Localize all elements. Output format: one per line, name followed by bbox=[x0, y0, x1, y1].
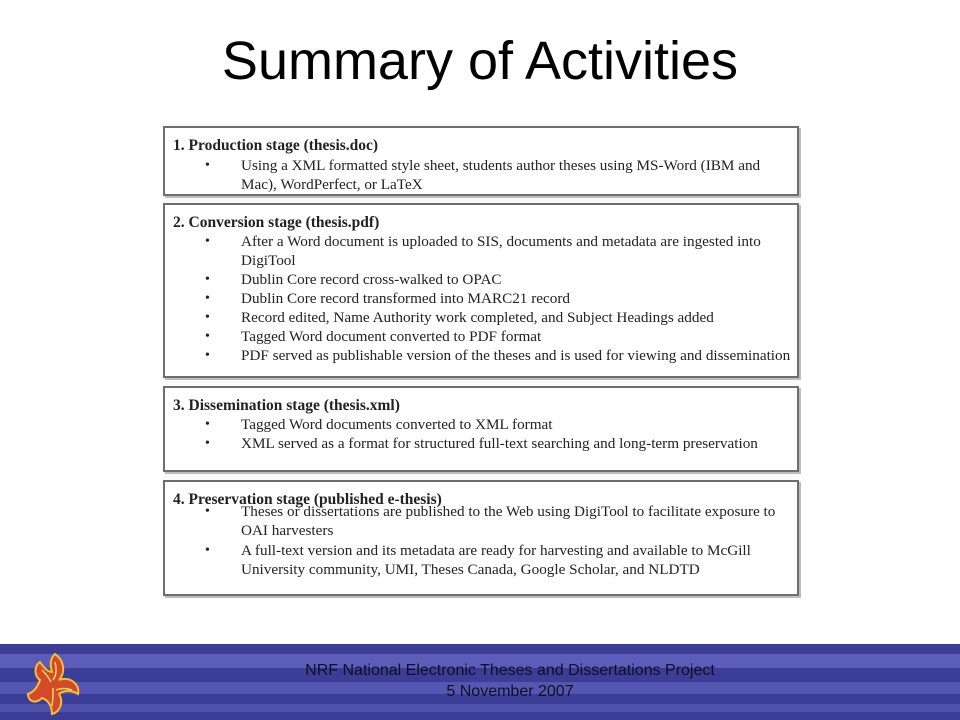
stage-box-conversion bbox=[163, 203, 799, 378]
stage-bullet: A full-text version and its metadata are ready for harvesting and available to McGill University community, UMI, Theses Canada, Google Scholar, and NLDTD bbox=[241, 542, 751, 578]
bullet-icon: • bbox=[205, 329, 210, 344]
stage-bullet: Dublin Core record cross-walked to OPAC bbox=[241, 271, 502, 288]
stage-bullet: Record edited, Name Authority work completed, and Subject Headings added bbox=[241, 309, 714, 326]
stage-box-preservation bbox=[163, 480, 799, 596]
bullet-icon: • bbox=[205, 272, 210, 287]
bullet-icon: • bbox=[205, 348, 210, 363]
bullet-icon: • bbox=[205, 291, 210, 306]
slide-title: Summary of Activities bbox=[221, 31, 739, 91]
footer-stripe bbox=[0, 704, 960, 712]
stage-bullet: Theses or dissertations are published to the Web using DigiTool to facilitate exposure to OAI harvesters bbox=[241, 503, 776, 539]
stage-bullet: XML served as a format for structured full-text searching and long-term preservation bbox=[241, 435, 758, 452]
footer-date: 5 November 2007 bbox=[446, 683, 574, 700]
footer-bar bbox=[0, 644, 960, 720]
stage-box-production bbox=[163, 126, 799, 196]
bullet-icon: • bbox=[205, 543, 210, 558]
stage-title: 3. Dissemination stage (thesis.xml) bbox=[173, 397, 400, 414]
stage-bullet: After a Word document is uploaded to SIS, documents and metadata are ingested into DigiTool bbox=[241, 233, 761, 269]
stage-bullet: PDF served as publishable version of the theses and is used for viewing and dissemination bbox=[241, 347, 791, 364]
stages-figure bbox=[163, 123, 799, 597]
stage-bullet: Using a XML formatted style sheet, students author theses using MS-Word (IBM and Mac), WordPerfect, or LaTeX bbox=[241, 157, 761, 193]
stage-title: 1. Production stage (thesis.doc) bbox=[173, 137, 379, 154]
bullet-icon: • bbox=[205, 504, 210, 519]
stage-bullet: Dublin Core record transformed into MARC21 record bbox=[241, 290, 570, 307]
bullet-icon: • bbox=[205, 234, 210, 249]
stage-bullet: Tagged Word document converted to PDF format bbox=[241, 328, 542, 345]
bullet-icon: • bbox=[205, 310, 210, 325]
bullet-icon: • bbox=[205, 436, 210, 451]
footer-project-name: NRF National Electronic Theses and Dissertations Project bbox=[305, 662, 715, 679]
stage-title: 4. Preservation stage (published e-thesis) bbox=[173, 491, 442, 508]
stage-box-dissemination bbox=[163, 386, 799, 472]
bullet-icon: • bbox=[205, 158, 210, 173]
stage-bullet: Tagged Word documents converted to XML format bbox=[241, 416, 553, 433]
stage-title: 2. Conversion stage (thesis.pdf) bbox=[173, 214, 380, 231]
bullet-icon: • bbox=[205, 417, 210, 432]
